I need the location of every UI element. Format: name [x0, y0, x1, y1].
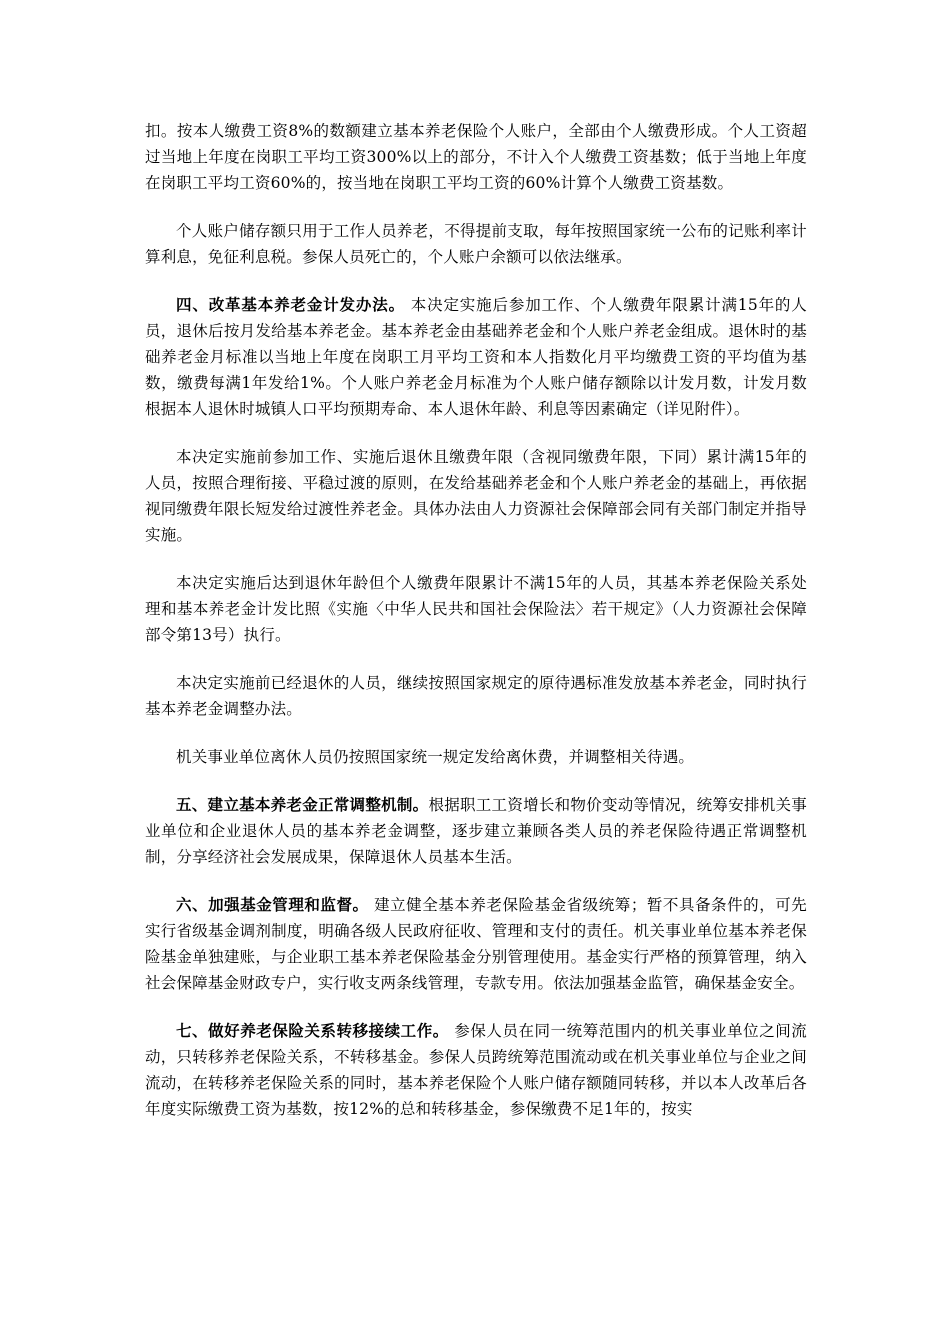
paragraph-text: 机关事业单位离休人员仍按照国家统一规定发给离休费，并调整相关待遇。 [176, 748, 695, 766]
paragraph-text: 扣。按本人缴费工资8%的数额建立基本养老保险个人账户，全部由个人缴费形成。个人工资超过当地上年度在岗职工平均工资300%以上的部分，不计入个人缴费工资基数；低于当地上年度在岗职工平均工资60%的，按当地在岗职工平均工资的60%计算个人缴费工资基数。 [145, 122, 807, 192]
section-5-heading: 五、建立基本养老金正常调整机制。 [176, 795, 429, 814]
paragraph-text: 本决定实施前参加工作、实施后退休且缴费年限（含视同缴费年限，下同）累计满15年的人员，按照合理衔接、平稳过渡的原则，在发给基础养老金和个人账户养老金的基础上，再依据视同缴费年限长短发给过渡性养老金。具体办法由人力资源社会保障部会同有关部门制定并指导实施。 [145, 448, 807, 544]
document-page [145, 118, 807, 1122]
paragraph-text: 本决定实施后达到退休年龄但个人缴费年限累计不满15年的人员，其基本养老保险关系处理和基本养老金计发比照《实施〈中华人民共和国社会保险法〉若干规定》（人力资源社会保障部令第13号）执行。 [145, 574, 807, 644]
section-6-paragraph [145, 892, 807, 996]
paragraph-under-15-years [145, 570, 807, 648]
paragraph-text: 根据职工工资增长和物价变动等情况，统筹安排机关事业单位和企业退休人员的基本养老金调整，逐步建立兼顾各类人员的养老保险待遇正常调整机制，分享经济社会发展成果，保障退休人员基本生活。 [145, 796, 807, 866]
paragraph-text: 本决定实施前已经退休的人员，继续按照国家规定的原待遇标准发放基本养老金，同时执行基本养老金调整办法。 [145, 674, 807, 718]
section-7-heading: 七、做好养老保险关系转移接续工作。 [176, 1021, 449, 1040]
paragraph-retired-before [145, 670, 807, 722]
section-4-paragraph [145, 292, 807, 422]
section-7-paragraph [145, 1018, 807, 1122]
paragraph-text: 参保人员在同一统筹范围内的机关事业单位之间流动，只转移养老保险关系，不转移基金。参保人员跨统筹范围流动或在机关事业单位与企业之间流动，在转移养老保险关系的同时，基本养老保险个人账户储存额随同转移，并以本人改革后各年度实际缴费工资为基数，按12%的总和转移基金，参保缴费不足1年的，按实 [145, 1022, 807, 1118]
section-5-paragraph [145, 792, 807, 870]
paragraph-text: 本决定实施后参加工作、个人缴费年限累计满15年的人员，退休后按月发给基本养老金。基本养老金由基础养老金和个人账户养老金组成。退休时的基础养老金月标准以当地上年度在岗职工月平均工资和本人指数化月平均缴费工资的平均值为基数，缴费每满1年发给1%。个人账户养老金月标准为个人账户储存额除以计发月数，计发月数根据本人退休时城镇人口平均预期寿命、本人退休年龄、利息等因素确定（详见附件）。 [145, 296, 807, 418]
paragraph-retired-cadres [145, 744, 807, 770]
paragraph-continuation [145, 118, 807, 196]
paragraph-text: 个人账户储存额只用于工作人员养老，不得提前支取，每年按照国家统一公布的记账利率计算利息，免征利息税。参保人员死亡的，个人账户余额可以依法继承。 [145, 222, 807, 266]
section-4-heading: 四、改革基本养老金计发办法。 [176, 295, 405, 314]
paragraph-personal-account-usage [145, 218, 807, 270]
section-6-heading: 六、加强基金管理和监督。 [176, 895, 369, 914]
paragraph-transition-pension [145, 444, 807, 548]
paragraph-text: 建立健全基本养老保险基金省级统筹；暂不具备条件的，可先实行省级基金调剂制度，明确各级人民政府征收、管理和支付的责任。机关事业单位基本养老保险基金单独建账，与企业职工基本养老保险基金分别管理使用。基金实行严格的预算管理，纳入社会保障基金财政专户，实行收支两条线管理，专款专用。依法加强基金监管，确保基金安全。 [145, 896, 807, 992]
